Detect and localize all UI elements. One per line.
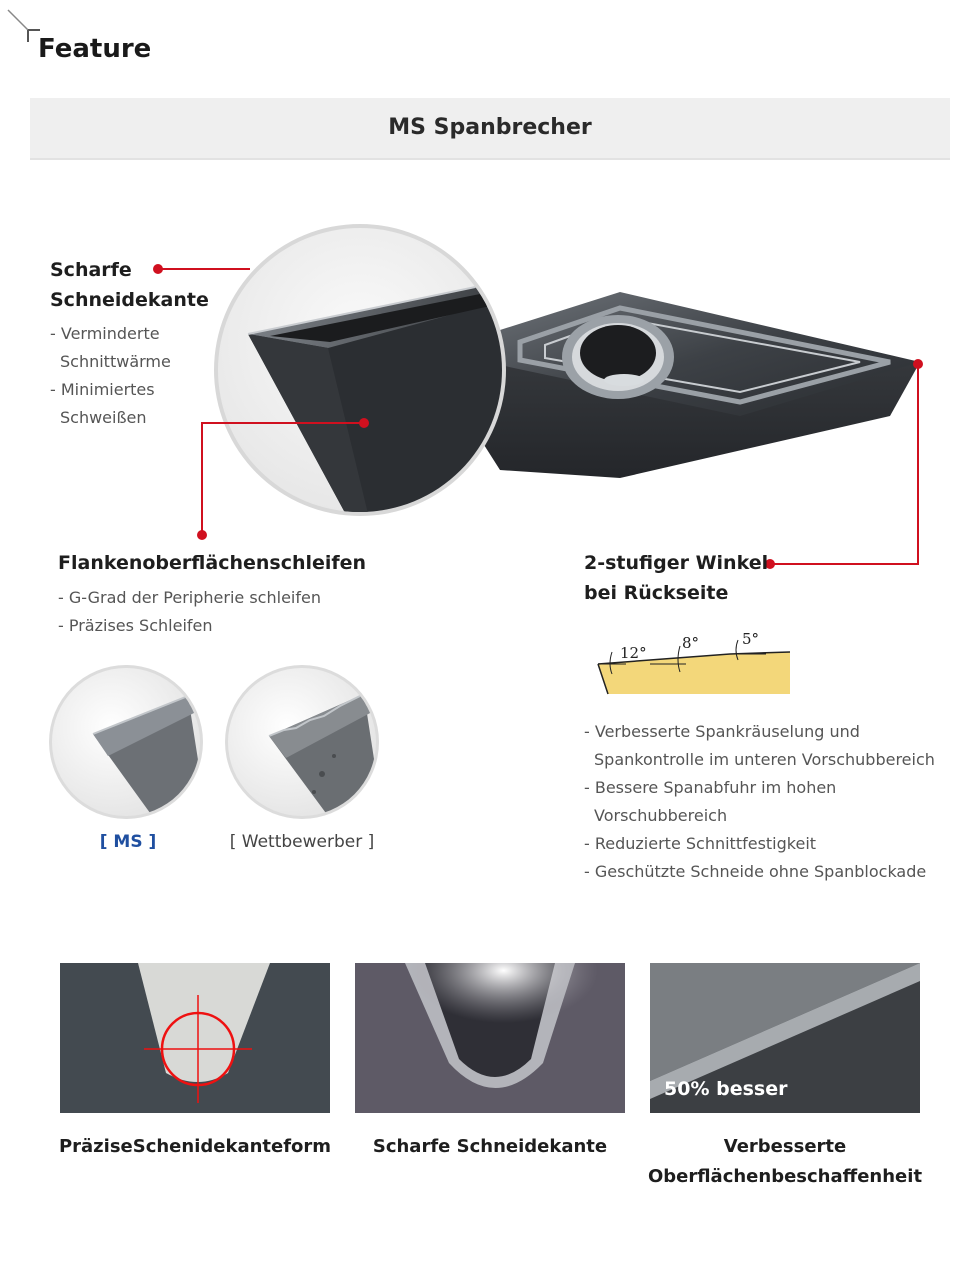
callout-dot-sharp-edge [153,264,163,274]
banner-title: MS Spanbrecher [388,115,592,140]
photo-overlay-label: 50% besser [664,1078,788,1100]
photo-precise-edge [60,963,330,1113]
ms-label: [ MS ] [99,832,157,852]
competitor-edge-circle [224,664,384,824]
caption-precise-edge: PräziseSchenidekanteform [58,1136,332,1157]
ms-edge-circle [48,664,208,824]
callout-dot-flank [359,418,369,428]
flank-bullets: - G-Grad der Peripherie schleifen - Präzises Schleifen [58,588,321,635]
caption-surface-finish: Verbesserte Oberflächenbeschaffenheit [647,1136,923,1187]
callout-dot-angle [913,359,923,369]
callout-dot-flank-label [197,530,207,540]
angle-heading: 2-stufiger Winkel bei Rückseite [584,552,769,604]
caption-sharp-edge: Scharfe Schneidekante [372,1136,608,1157]
photo-surface-finish [650,963,920,1113]
flank-heading: Flankenoberflächenschleifen [58,552,367,574]
angle-diagram [590,624,800,700]
competitor-label: [ Wettbewerber ] [229,832,375,852]
angle-label-5: 5° [742,630,760,648]
angle-label-12: 12° [620,644,647,662]
callout-lines [0,0,980,600]
angle-label-8: 8° [682,634,700,652]
page-title: Feature [38,34,152,64]
sharp-edge-bullets: - Verminderte Schnittwärme - Minimiertes Schweißen [50,324,171,427]
photo-sharp-edge [355,963,625,1113]
sharp-edge-heading: Scharfe Schneidekante [50,259,209,311]
angle-bullets: - Verbesserte Spankräuselung und Spankontrolle im unteren Vorschubbereich - Bessere Spanabfuhr im hohen Vorschubbereich - Reduzierte Schnittfestigkeit - Geschützte Schneide ohne Spanblockade [584,722,935,881]
